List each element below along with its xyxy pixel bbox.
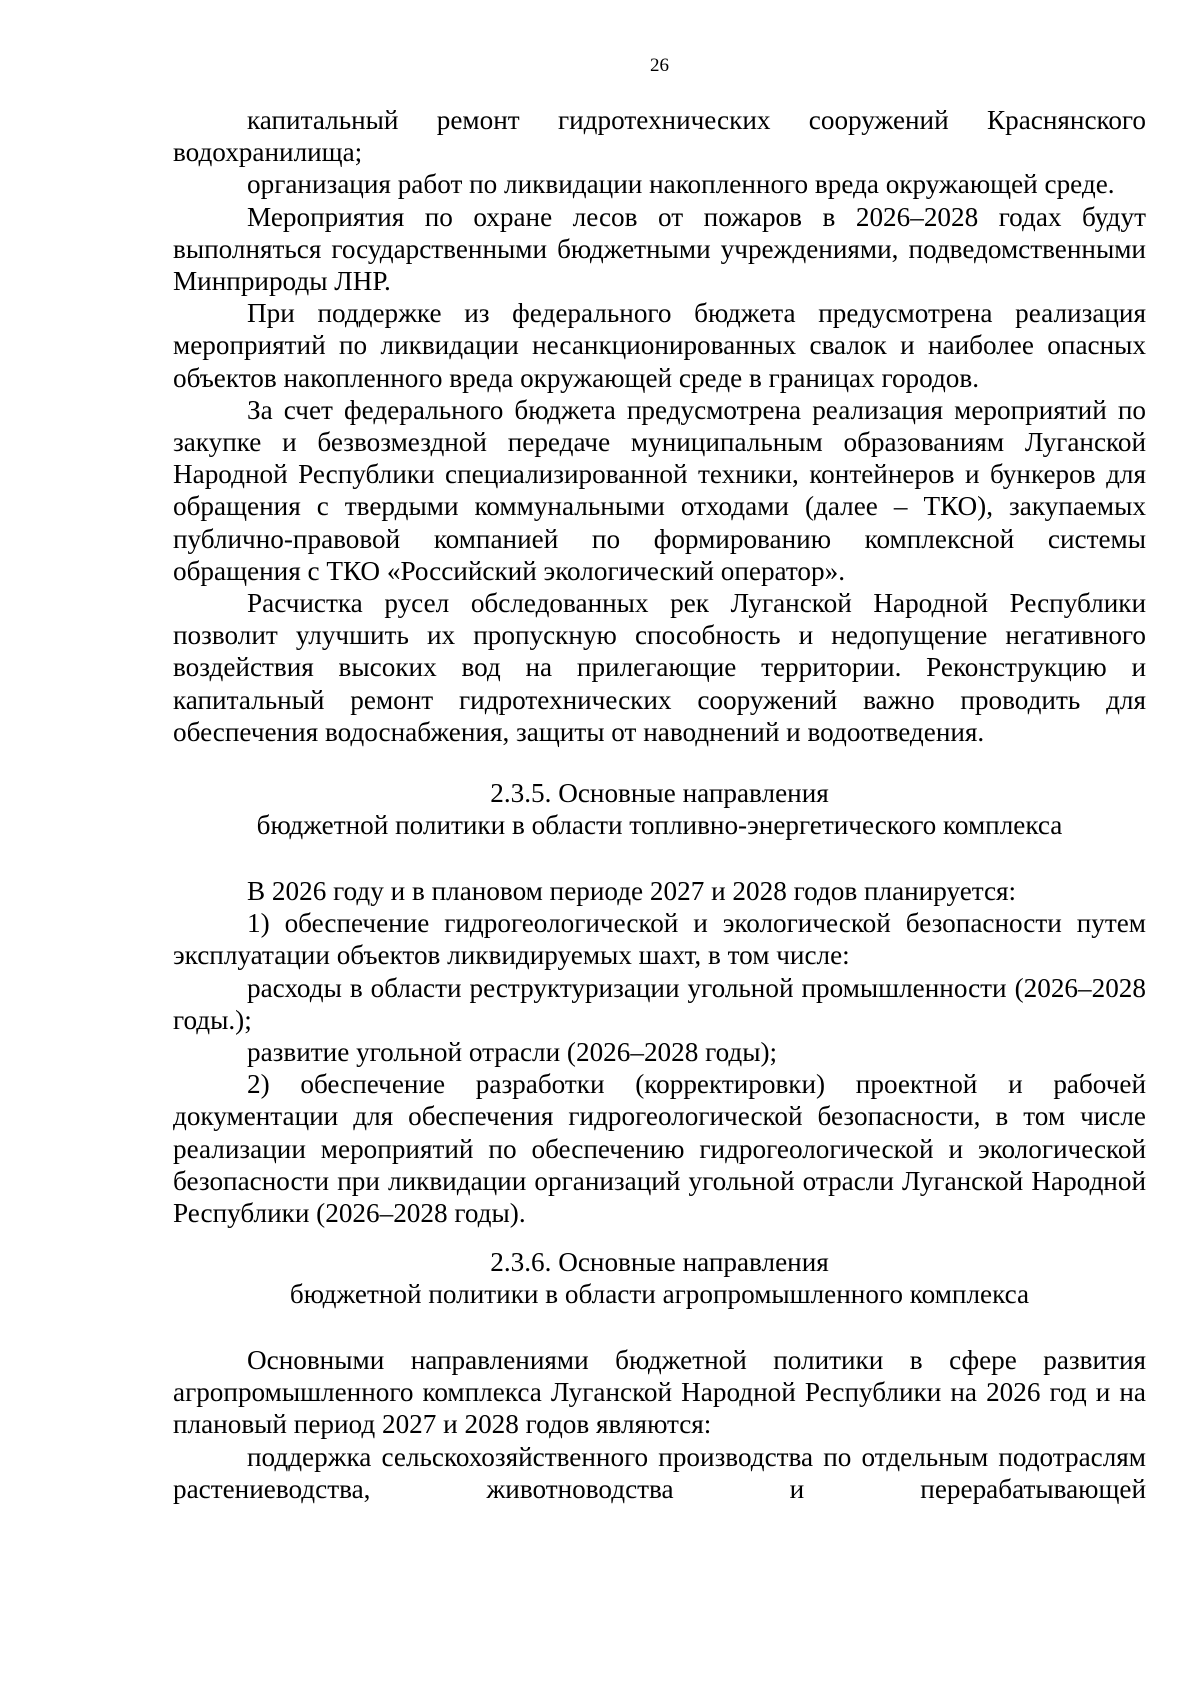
paragraph: 1) обеспечение гидрогеологической и экологической безопасности путем эксплуатации объектов ликвидируемых шахт, в том числе: — [173, 908, 1146, 971]
section-energy — [173, 875, 1146, 1229]
heading-line: бюджетной политики в области агропромышленного комплекса — [289, 1279, 1030, 1310]
paragraph: За счет федерального бюджета предусмотрена реализация мероприятий по закупке и безвозмездной передаче муниципальным образованиям Луганской Народной Республики специализированной техники, контейнеров и бункеров для обращения с твердыми коммунальными отходами (далее – ТКО), закупаемых публично-правовой компанией по формированию комплексной системы обращения с ТКО «Российский экологический оператор». — [173, 394, 1146, 586]
page-number: 26 — [650, 55, 669, 76]
paragraph: Основными направлениями бюджетной политики в сфере развития агропромышленного комплекса Луганской Народной Республики на 2026 год и на плановый период 2027 и 2028 годов являются: — [173, 1345, 1146, 1440]
paragraph: При поддержке из федерального бюджета предусмотрена реализация мероприятий по ликвидации несанкционированных свалок и наиболее опасных объектов накопленного вреда окружающей среде в границах городов. — [173, 298, 1146, 393]
paragraph: Мероприятия по охране лесов от пожаров в 2026–2028 годах будут выполняться государственными бюджетными учреждениями, подведомственными Минприроды ЛНР. — [173, 201, 1146, 297]
section-agriculture — [173, 1344, 1146, 1505]
heading-line: 2.3.6. Основные направления — [490, 1247, 829, 1277]
paragraph: расходы в области реструктуризации угольной промышленности (2026–2028 годы.); — [173, 972, 1146, 1035]
paragraph: поддержка сельскохозяйственного производства по отдельным подотраслям растениеводства, животноводства и перерабатывающей — [173, 1441, 1146, 1504]
paragraph: капитальный ремонт гидротехнических сооружений Краснянского водохранилища; — [173, 105, 1146, 168]
heading-line: бюджетной политики в области топливно-энергетического комплекса — [256, 810, 1063, 841]
heading-line: 2.3.5. Основные направления — [490, 778, 829, 808]
section-heading-2-3-6 — [173, 1246, 1146, 1310]
paragraph: организация работ по ликвидации накопленного вреда окружающей среде. — [247, 169, 1115, 200]
paragraph: развитие угольной отрасли (2026–2028 годы); — [247, 1037, 778, 1068]
section-heading-2-3-5 — [173, 777, 1146, 841]
section-environment — [173, 104, 1146, 748]
paragraph: 2) обеспечение разработки (корректировки) проектной и рабочей документации для обеспечения гидрогеологической безопасности, в том числе реализации мероприятий по обеспечению гидрогеологической и экологической безопасности при ликвидации организаций угольной отрасли Луганской Народной Республики (2026–2028 годы). — [173, 1069, 1146, 1229]
paragraph: В 2026 году и в плановом периоде 2027 и 2028 годов планируется: — [247, 876, 1017, 906]
paragraph: Расчистка русел обследованных рек Луганской Народной Республики позволит улучшить их пропускную способность и недопущение негативного воздействия высоких вод на прилегающие территории. Реконструкцию и капитальный ремонт гидротехнических сооружений важно проводить для обеспечения водоснабжения, защиты от наводнений и водоотведения. — [173, 588, 1146, 747]
